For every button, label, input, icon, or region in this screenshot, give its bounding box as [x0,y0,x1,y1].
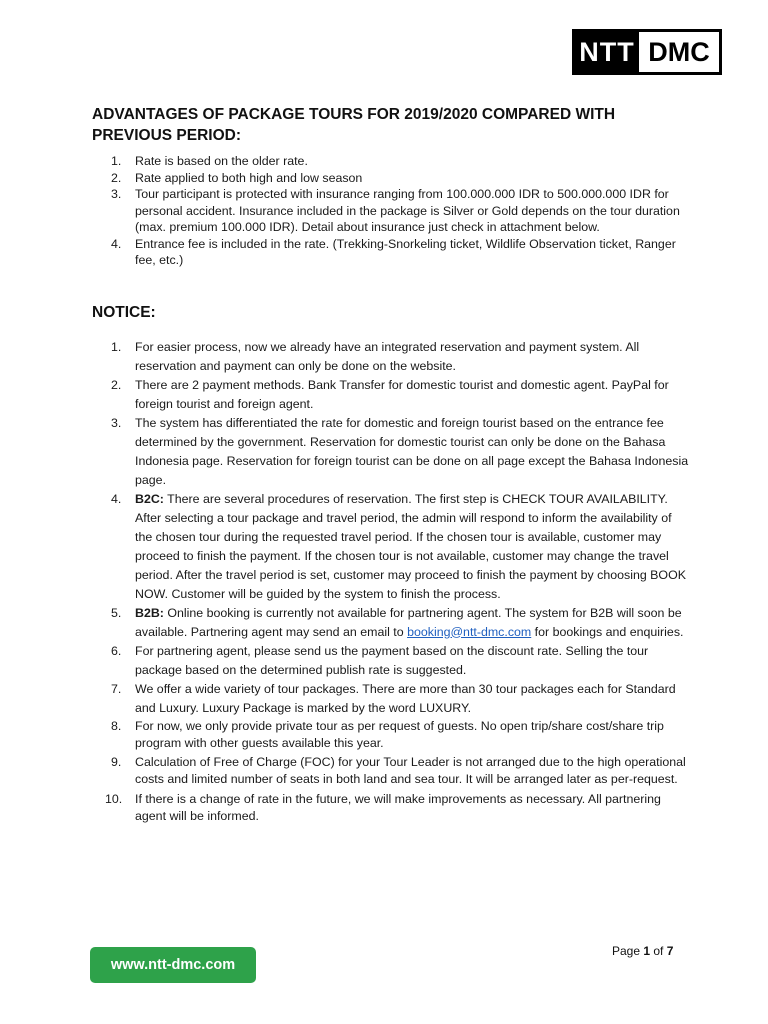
list-item: 7. We offer a wide variety of tour packages. There are more than 30 tour packages each for Standard and Luxury. Luxury Package is marked by the word LUXURY. [111,681,676,715]
b2b-label: B2B: [135,605,164,620]
list-item: 8. For now, we only provide private tour as per request of guests. No open trip/share cost/share trip program with other guests available this year. [111,718,664,750]
list-item: 3. Tour participant is protected with insurance ranging from 100.000.000 IDR to 500.000.000 IDR for personal accident. Insurance included in the package is Silver or Gold depends on the tour duration (max. premium 100.000 IDR). Detail about insurance just check in attachment below. [111,187,680,234]
list-item: 9. Calculation of Free of Charge (FOC) for your Tour Leader is not arranged due to the high operational costs and limited number of seats in both land and sea tour. It will be arranged later as per-request. [111,754,686,786]
list-item: 6. For partnering agent, please send us the payment based on the discount rate. Selling the tour package based on the determined publish rate is suggested. [111,643,649,677]
advantages-list [92,153,692,269]
notice-heading: NOTICE: [92,303,156,321]
list-item: 3. The system has differentiated the rate for domestic and foreign tourist based on the entrance fee determined by the government. Reservation for domestic tourist can only be done on the Bahasa Indonesia page. Reservation for foreign tourist can be done on all page except the Bahasa Indonesia page. [111,415,689,487]
list-item: 2. Rate applied to both high and low season [111,170,363,185]
list-item: 1. For easier process, now we already have an integrated reservation and payment system. All reservation and payment can only be done on the website. [111,339,640,373]
list-item: 10. If there is a change of rate in the future, we will make improvements as necessary. All partnering agent will be informed. [105,791,661,823]
advantages-heading: ADVANTAGES OF PACKAGE TOURS FOR 2019/2020 COMPARED WITH PREVIOUS PERIOD: [92,106,616,144]
list-item: 4. B2C: There are several procedures of reservation. The first step is CHECK TOUR AVAILABILITY. After selecting a tour package and travel period, the admin will respond to inform the availability of the chosen tour during the requested travel period. If the chosen tour is available, customer may proceed to finish the payment. If the chosen tour is not available, customer may change the travel period. After the travel period is set, customer may proceed to finish the payment by choosing BOOK NOW. Customer will be guided by the system to finish the process. [111,491,686,601]
notice-list [92,338,692,826]
page-number: Page 1 of 7 [612,944,674,958]
logo-ntt: NTT [575,32,639,72]
list-item: 2. There are 2 payment methods. Bank Transfer for domestic tourist and domestic agent. PayPal for foreign tourist and foreign agent. [111,377,669,411]
list-item: 5. B2B: Online booking is currently not available for partnering agent. The system for B2B will soon be available. Partnering agent may send an email to booking@ntt-dmc.com for bookings and enquiries. [111,605,684,639]
website-link-button[interactable]: www.ntt-dmc.com [90,947,256,983]
b2c-label: B2C: [135,491,164,506]
list-item: 1. Rate is based on the older rate. [111,154,308,168]
document-body [92,104,692,826]
logo-dmc: DMC [639,32,719,72]
company-logo [572,29,722,75]
list-item: 4. Entrance fee is included in the rate. (Trekking-Snorkeling ticket, Wildlife Observation ticket, Ranger fee, etc.) [111,236,676,267]
booking-email-link[interactable]: booking@ntt-dmc.com [407,624,532,639]
